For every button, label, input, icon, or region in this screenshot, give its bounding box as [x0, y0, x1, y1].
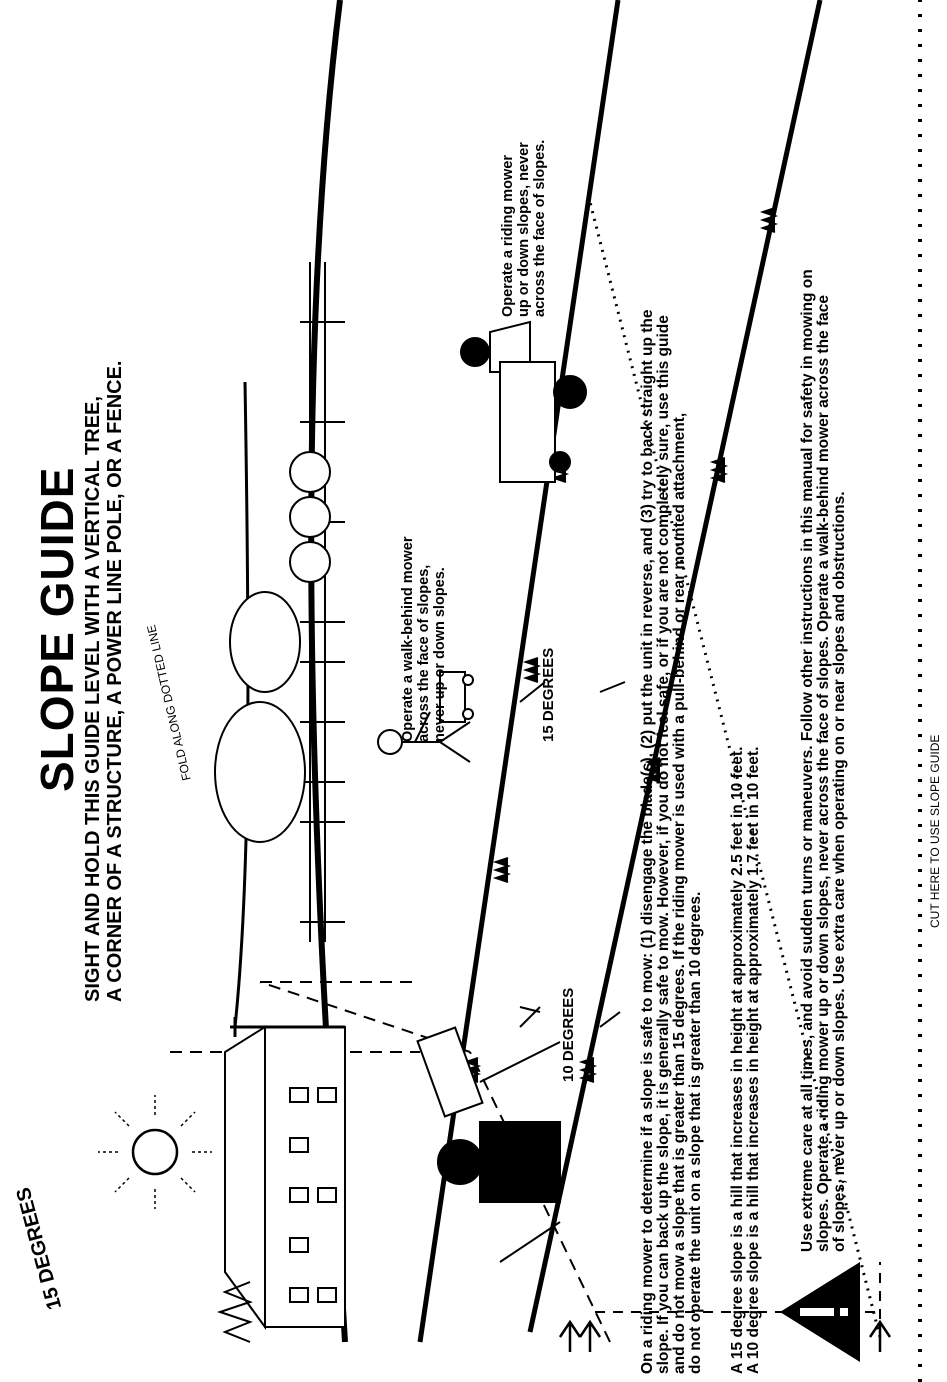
paragraph-line: slope. If you can back up the slope, it is generally safe to mow. However, if you do not feel safe, or if you are not completely sure, use this guide: [655, 315, 672, 1374]
instructions-paragraph: [640, 310, 704, 1375]
riding-note-line: up or down slopes, never: [516, 142, 532, 317]
house-icon: [225, 1027, 345, 1327]
arrow-icon: [560, 1322, 580, 1352]
walk-behind-note-line: across the face of slopes,: [416, 564, 432, 742]
warning-triangle-icon: [780, 1262, 860, 1362]
ten-degrees-label: 10 DEGREES: [560, 987, 577, 1082]
fence-icon: [300, 262, 345, 942]
arrow-icon: [580, 1322, 600, 1352]
warning-line: Use extreme care at all times, and avoid sudden turns or maneuvers. Follow other instructions in this manual for safety in mowing on: [799, 269, 816, 1252]
slope-fact: A 10 degree slope is a hill that increases in height at approximately 1.7 feet in 10 feet.: [745, 746, 762, 1374]
sun-icon: [98, 1095, 212, 1209]
subtitle-line-2: A CORNER OF A STRUCTURE, A POWER LINE POLE, OR A FENCE.: [104, 360, 126, 1002]
subtitle-line-1: SIGHT AND HOLD THIS GUIDE LEVEL WITH A VERTICAL TREE,: [82, 396, 104, 1002]
riding-mower-note: [500, 140, 548, 317]
warning-line: of slopes, never up or down slopes. Use extra care when operating on or near slopes and obstructions.: [831, 491, 848, 1252]
fifteen-degrees-lower-label: 15 DEGREES: [540, 647, 557, 742]
cut-here-label: CUT HERE TO USE SLOPE GUIDE: [928, 731, 942, 932]
riding-note-line: Operate a riding mower: [500, 155, 516, 317]
arrow-icon: [870, 1322, 890, 1352]
riding-note-line: across the face of slopes.: [532, 139, 548, 317]
walk-behind-note-line: never up or down slopes.: [432, 567, 448, 742]
walk-behind-note: [400, 537, 448, 742]
walk-behind-note-line: Operate a walk-behind mower: [400, 536, 416, 742]
warning-line: slopes. Operate a riding mower up or down slopes, never across the face of slopes. Operate a walk-behind mower across the face: [815, 295, 832, 1252]
fifteen-degrees-top-label: 15 DEGREES: [12, 1184, 67, 1312]
paragraph-line: and do not mow a slope that is greater than 15 degrees. If the riding mower is used with a pull-behind or rear mounted attachment,: [671, 412, 688, 1374]
slope-fact: A 15 degree slope is a hill that increases in height at approximately 2.5 feet in 10 feet.: [729, 746, 746, 1374]
slope-facts: [730, 747, 762, 1374]
fold-line-label: FOLD ALONG DOTTED LINE: [144, 623, 194, 782]
paragraph-line: On a riding mower to determine if a slope is safe to mow: (1) disengage the blade(s), (2) put the unit in reverse, and (3) try to back straight up the: [639, 309, 656, 1374]
warning-text: [800, 269, 848, 1252]
page-title: SLOPE GUIDE: [31, 466, 83, 792]
paragraph-line: do not operate the unit on a slope that is greater than 10 degrees.: [687, 891, 704, 1374]
